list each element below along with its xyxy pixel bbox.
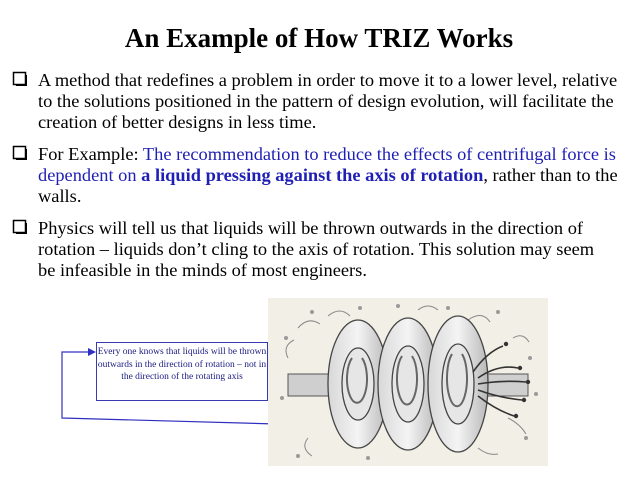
bullet-2-bold: a liquid pressing against the axis of rotation xyxy=(141,165,484,186)
callout-box: Every one knows that liquids will be thrown outwards in the direction of rotation – not in the direction of the rotating axis xyxy=(96,342,268,401)
bullet-2-text xyxy=(38,144,634,208)
checkbox-bullet-icon xyxy=(12,70,28,86)
bullet-1 xyxy=(12,70,634,134)
slide-title: An Example of How TRIZ Works xyxy=(124,23,514,53)
checkbox-bullet-icon xyxy=(12,218,28,234)
bullet-1-text: A method that redefines a problem in order to move it to a lower level, relative to the solutions positioned in the pattern of design evolution, will facilitate the creation of better designs in less time. xyxy=(38,70,618,133)
bullet-2-prefix: For Example: xyxy=(38,144,143,164)
checkbox-bullet-icon xyxy=(12,144,28,160)
bullet-2-highlight: The recommendation to reduce the effects of centrifugal force is dependent on xyxy=(38,144,616,186)
centrifuge-illustration xyxy=(268,298,548,466)
bullet-3-text: Physics will tell us that liquids will be thrown outwards in the direction of rotation – liquids don’t cling to the axis of rotation. This solution may seem be infeasible in the minds of most engineers. xyxy=(38,218,595,281)
bullet-2-suffix: , rather than to the walls. xyxy=(38,165,618,207)
bullet-3 xyxy=(12,218,634,282)
bullet-2 xyxy=(12,144,634,208)
